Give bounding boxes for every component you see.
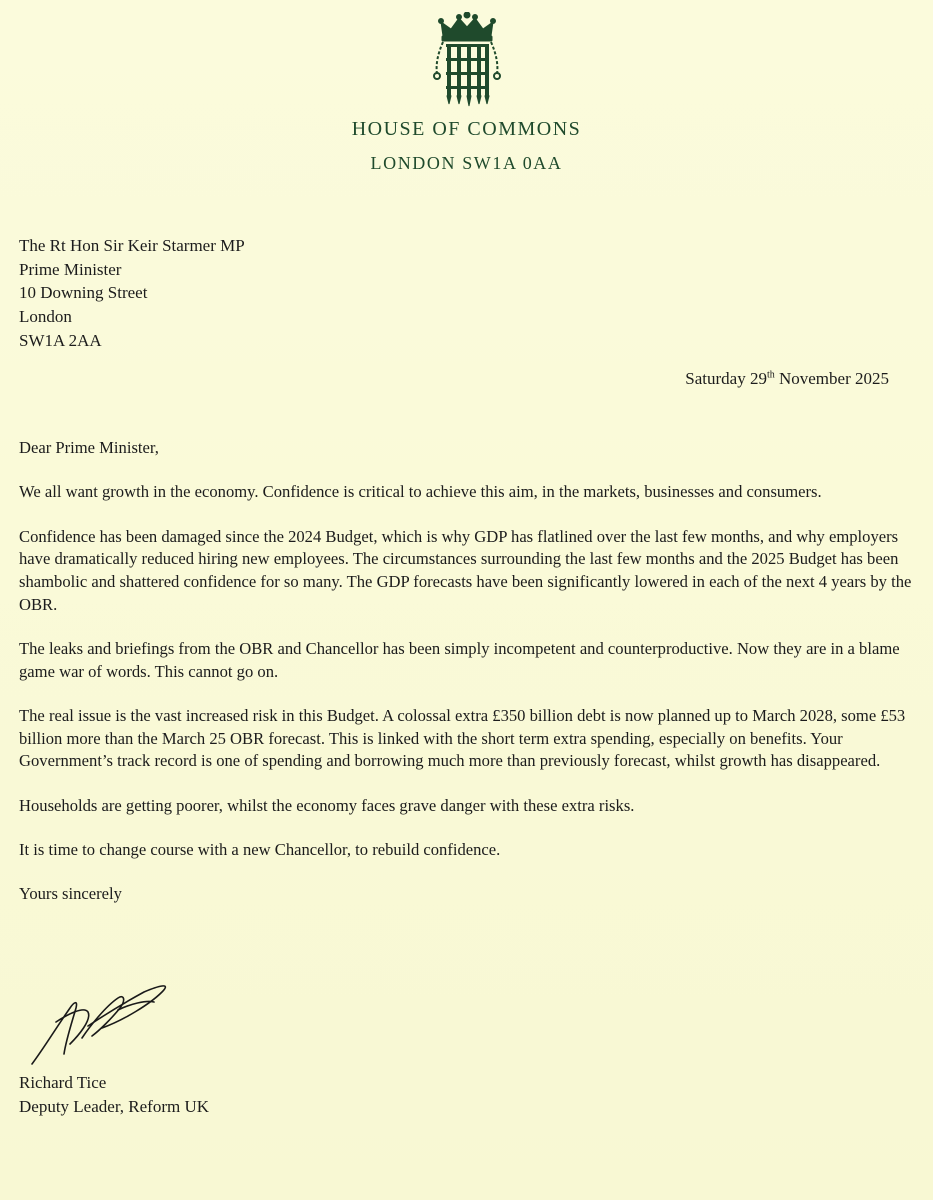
recipient-title: Prime Minister [19,259,122,279]
letter-date [685,369,889,389]
signatory-block [19,1071,209,1118]
letter-body [19,437,919,928]
recipient-postcode: SW1A 2AA [19,330,102,350]
closing: Yours sincerely [19,884,122,904]
date-day: Saturday 29 [685,369,767,388]
date-ordinal: th [766,369,775,381]
date-month-year: November 2025 [774,369,889,388]
body-paragraph: We all want growth in the economy. Confidence is critical to achieve this aim, in the markets, businesses and consumers. [19,482,822,502]
portcullis-crest-icon [429,12,505,110]
signatory-title: Deputy Leader, Reform UK [19,1096,210,1116]
body-paragraph: It is time to change course with a new Chancellor, to rebuild confidence. [19,839,501,859]
body-paragraph: Confidence has been damaged since the 2024 Budget, which is why GDP has flatlined over the last few months, and why employers have dramatically reduced hiring new employees. The circumstances surrounding the last few months and the 2025 Budget has been shambolic and shattered confidence for so many. The GDP forecasts have been significantly lowered in each of the next 4 years by the OBR. [19,526,912,614]
letterhead-address: LONDON SW1A 0AA [370,153,563,173]
body-paragraph: The real issue is the vast increased risk in this Budget. A colossal extra £350 billion debt is now planned up to March 2028, some £53 billion more than the March 25 OBR forecast. This is linked with the short term extra spending, especially on benefits. Your Government’s track record is one of spending and borrowing much more than previously forecast, whilst growth has disappeared. [19,705,906,771]
signatory-name: Richard Tice [19,1073,107,1092]
body-paragraph: The leaks and briefings from the OBR and Chancellor has been simply incompetent and counterproductive. Now they are in a blame game war of words. This cannot go on. [19,638,900,681]
recipient-name: The Rt Hon Sir Keir Starmer MP [19,236,245,255]
salutation: Dear Prime Minister, [19,438,159,457]
recipient-address [19,234,245,353]
recipient-street: 10 Downing Street [19,283,148,303]
body-paragraph: Households are getting poorer, whilst the economy faces grave danger with these extra risks. [19,795,635,815]
letterhead-organisation: HOUSE OF COMMONS [351,118,582,140]
handwritten-signature [26,978,176,1070]
recipient-city: London [19,307,72,327]
